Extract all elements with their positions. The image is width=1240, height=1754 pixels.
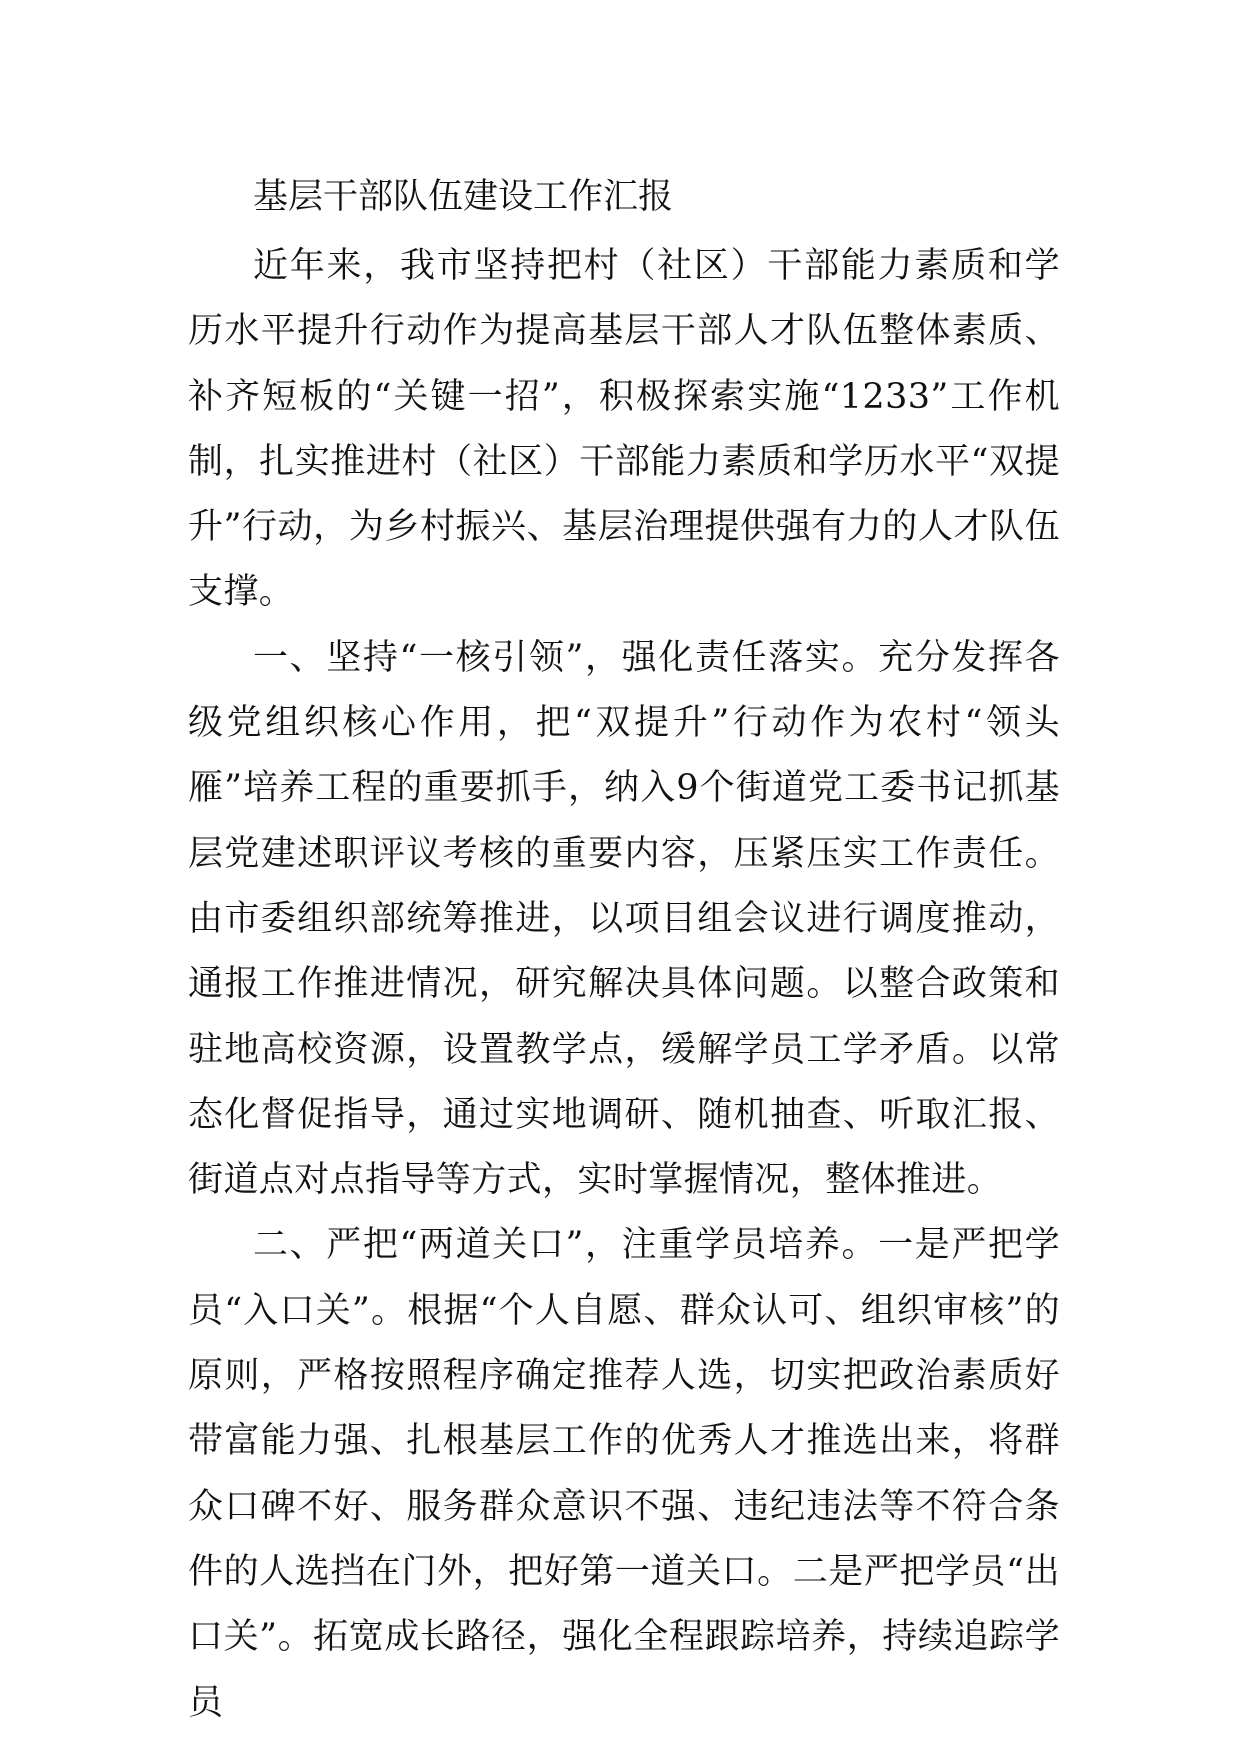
paragraph-section-one: 一、坚持“一核引领”，强化责任落实。充分发挥各级党组织核心作用，把“双提升”行动作为农村“领头雁”培养工程的重要抓手，纳入9个街道党工委书记抓基层党建述职评议考核的重要内容，压紧压实工作责任。由市委组织部统筹推进，以项目组会议进行调度推动，通报工作推进情况，研究解决具体问题。以整合政策和驻地高校资源，设置教学点，缓解学员工学矛盾。以常态化督促指导，通过实地调研、随机抽查、听取汇报、街道点对点指导等方式，实时掌握情况，整体推进。 <box>188 637 1060 1201</box>
document-title: 基层干部队伍建设工作汇报 <box>253 177 674 217</box>
paragraph-intro: 近年来，我市坚持把村（社区）干部能力素质和学历水平提升行动作为提高基层干部人才队伍整体素质、补齐短板的“关键一招”，积极探索实施“1233”工作机制，扎实推进村（社区）干部能力素质和学历水平“双提升”行动，为乡村振兴、基层治理提供强有力的人才队伍支撑。 <box>188 246 1060 613</box>
paragraph-section-two: 二、严把“两道关口”，注重学员培养。一是严把学员“入口关”。根据“个人自愿、群众认可、组织审核”的原则，严格按照程序确定推荐人选，切实把政治素质好带富能力强、扎根基层工作的优秀人才推选出来，将群众口碑不好、服务群众意识不强、违纪违法等不符合条件的人选挡在门外，把好第一道关口。二是严把学员“出口关”。拓宽成长路径，强化全程跟踪培养，持续追踪学员 <box>188 1225 1060 1723</box>
document-body <box>188 234 1060 1736</box>
